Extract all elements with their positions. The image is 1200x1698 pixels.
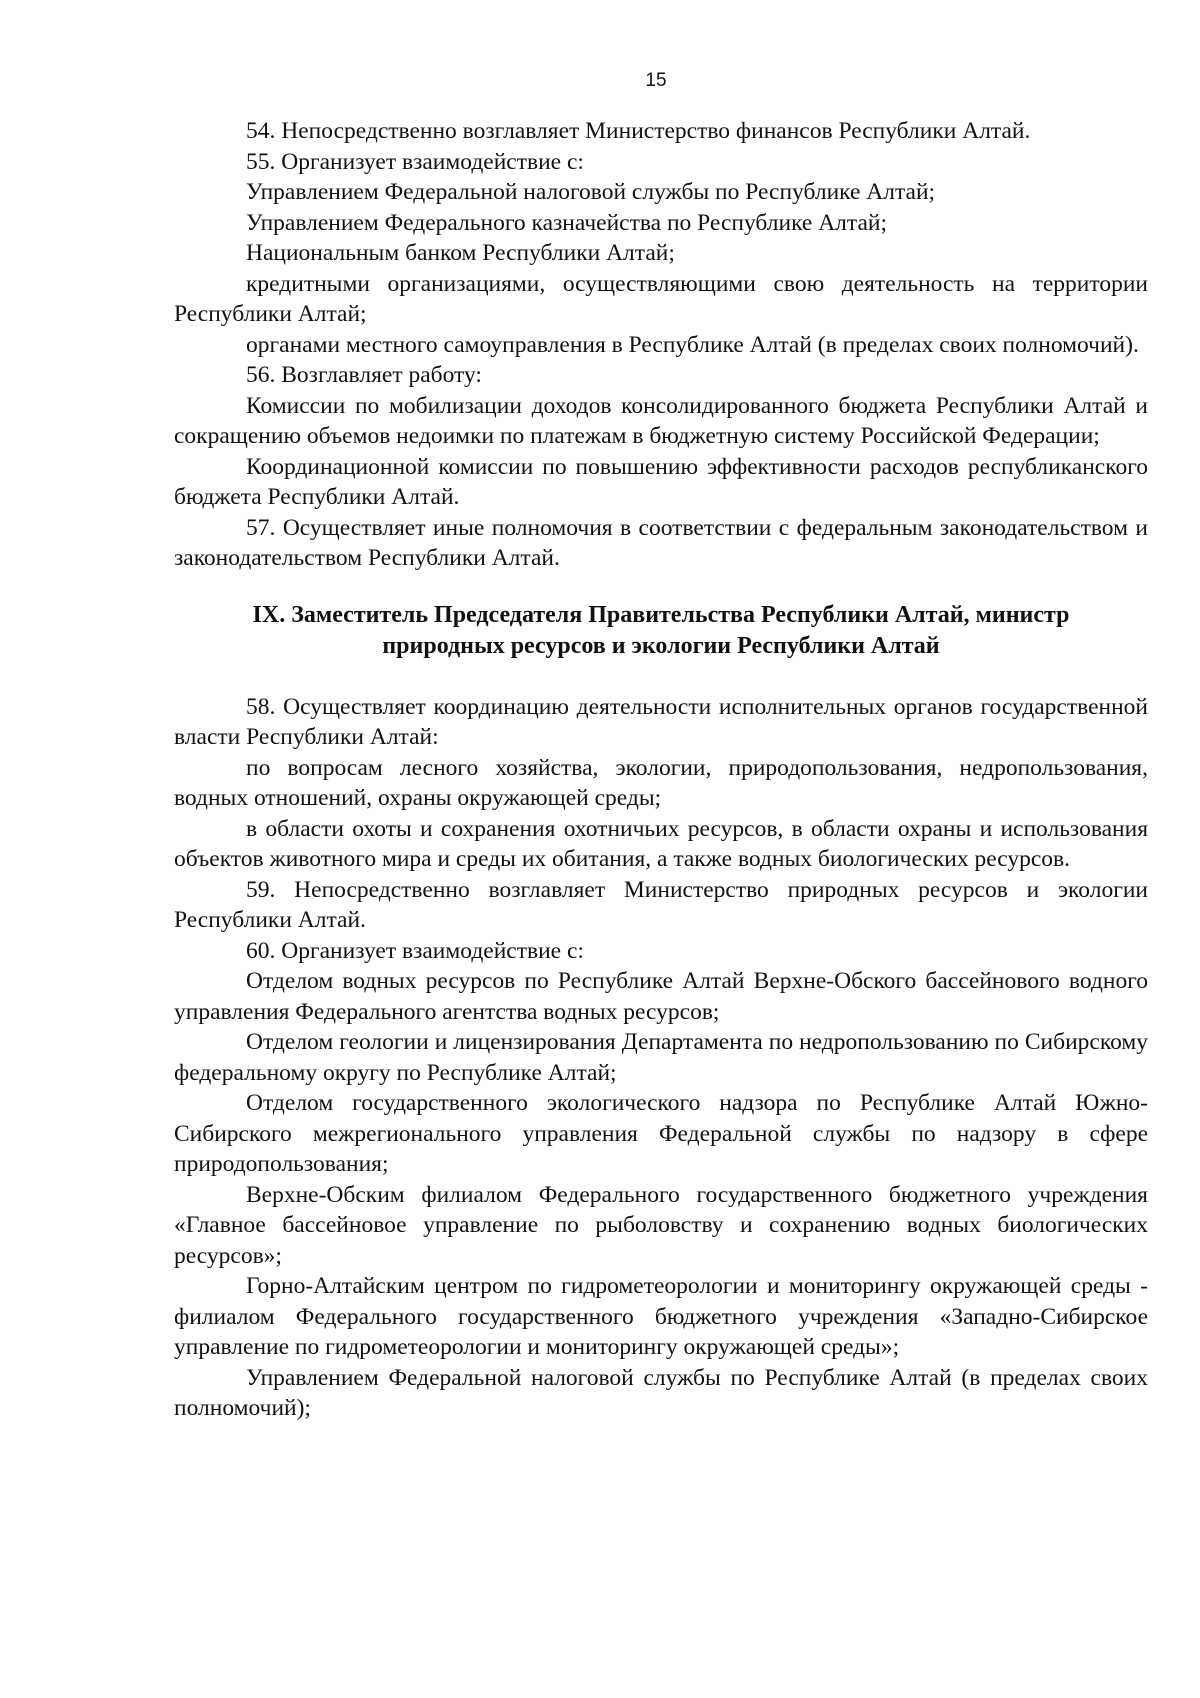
list-item: Управлением Федеральной налоговой службы по Республике Алтай (в пределах своих полномочий); bbox=[174, 1364, 1148, 1421]
paragraph-54: 54. Непосредственно возглавляет Министерство финансов Республики Алтай. bbox=[246, 118, 1031, 144]
list-item: в области охоты и сохранения охотничьих ресурсов, в области охраны и использования объектов животного мира и среды их обитания, а также водных биологических ресурсов. bbox=[174, 815, 1148, 872]
page-number: 15 bbox=[645, 70, 667, 91]
document-body bbox=[174, 116, 1148, 1424]
list-item: кредитными организациями, осуществляющими свою деятельность на территории Республики Алтай; bbox=[174, 270, 1148, 327]
list-item: Координационной комиссии по повышению эффективности расходов республиканского бюджета Республики Алтай. bbox=[174, 453, 1148, 510]
list-item: Управлением Федеральной налоговой службы по Республике Алтай; bbox=[246, 179, 936, 205]
list-item: Горно-Алтайским центром по гидрометеорологии и мониторингу окружающей среды - филиалом Федерального государственного бюджетного учреждения «Западно-Сибирское управление по гидрометеорологии и мониторингу окружающей среды»; bbox=[174, 1273, 1148, 1360]
list-item: Комиссии по мобилизации доходов консолидированного бюджета Республики Алтай и сокращению объемов недоимки по платежам в бюджетную систему Российской Федерации; bbox=[174, 392, 1148, 449]
list-item: Верхне-Обским филиалом Федерального государственного бюджетного учреждения «Главное бассейновое управление по рыболовству и сохранению водных биологических ресурсов»; bbox=[174, 1181, 1148, 1269]
section-heading-line-2: природных ресурсов и экологии Республики Алтай bbox=[382, 632, 940, 659]
list-item: Управлением Федерального казначейства по Республике Алтай; bbox=[246, 209, 887, 236]
paragraph-56: 56. Возглавляет работу: bbox=[246, 362, 482, 388]
paragraph-58: 58. Осуществляет координацию деятельности исполнительных органов государственной власти Республики Алтай: bbox=[174, 693, 1148, 750]
section-heading bbox=[174, 600, 1148, 662]
section-heading-line-1: IX. Заместитель Председателя Правительства Республики Алтай, министр bbox=[252, 601, 1070, 628]
paragraph-60: 60. Организует взаимодействие с: bbox=[246, 937, 584, 964]
paragraph-55: 55. Организует взаимодействие с: bbox=[246, 148, 584, 175]
list-item: Отделом водных ресурсов по Республике Алтай Верхне-Обского бассейнового водного управления Федерального агентства водных ресурсов; bbox=[174, 968, 1148, 1025]
list-item: по вопросам лесного хозяйства, экологии, природопользования, недропользования, водных отношений, охраны окружающей среды; bbox=[174, 754, 1148, 811]
list-item: Отделом геологии и лицензирования Департамента по недропользованию по Сибирскому федеральному округу по Республике Алтай; bbox=[174, 1029, 1148, 1086]
paragraph-57: 57. Осуществляет иные полномочия в соответствии с федеральным законодательством и законодательством Республики Алтай. bbox=[174, 514, 1148, 571]
list-item: Отделом государственного экологического надзора по Республике Алтай Южно-Сибирского межрегионального управления Федеральной службы по надзору в сфере природопользования; bbox=[174, 1090, 1148, 1177]
list-item: Национальным банком Республики Алтай; bbox=[246, 240, 675, 266]
list-item: органами местного самоуправления в Республике Алтай (в пределах своих полномочий). bbox=[246, 331, 1139, 358]
paragraph-59: 59. Непосредственно возглавляет Министерство природных ресурсов и экологии Республики Алтай. bbox=[174, 876, 1148, 933]
